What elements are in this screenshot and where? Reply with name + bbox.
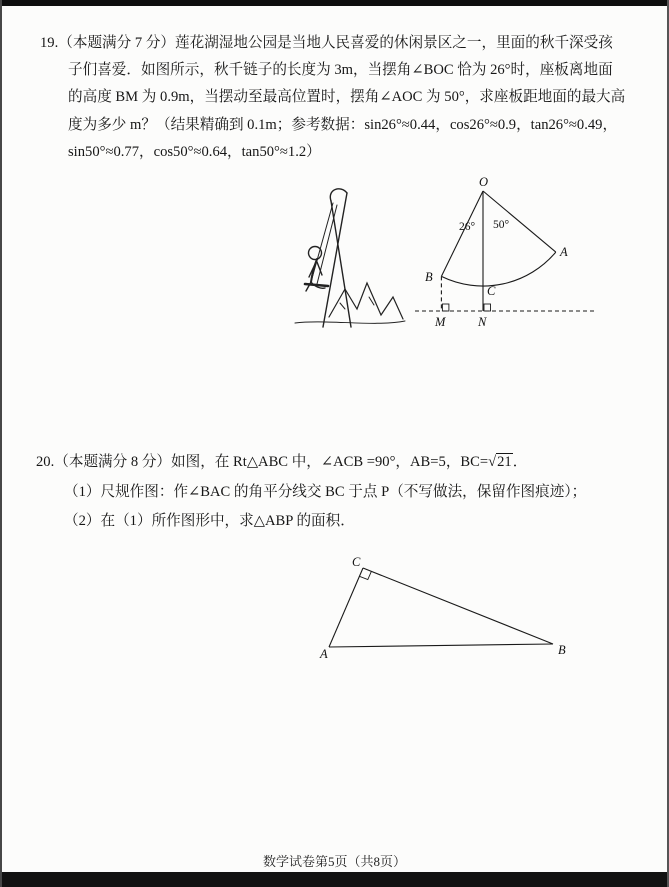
sqrt-symbol: √ [488,454,497,470]
swing-geometry-diagram [393,176,603,331]
label-N: N [478,315,487,329]
label-A: A [560,245,568,259]
q20-number: 20. [36,454,55,470]
label-angle-50: 50° [493,219,510,231]
scan-edge-bottom [0,872,669,887]
scan-edge-left [0,0,2,887]
triangle-lines [329,568,553,647]
q19-line-3: 的高度 BM 为 0.9m，当摆动至最高位置时，摆角∠AOC 为 50°，求座板距地面的最大高 [68,89,626,106]
q20-line-1 [36,448,586,478]
q20-part-1: （1）尺规作图：作∠BAC 的角平分线交 BC 于点 P（不写做法，保留作图痕迹）； [64,483,587,500]
sqrt-radicand: 21 [497,454,512,470]
label-angle-26: 26° [459,221,476,233]
page-footer: 数学试卷第5页（共8页） [262,854,406,869]
triangle-diagram [318,556,568,666]
q19-line-2: 子们喜爱．如图所示，秋千链子的长度为 3m，当摆角∠BOC 恰为 26°时，座板离地面 [68,62,613,79]
label-B: B [558,643,566,657]
diagram-lines [415,191,595,311]
label-B: B [425,270,433,284]
swing-illustration [265,185,410,335]
label-O: O [479,175,489,189]
q20-intro-end: ． [512,454,528,470]
q20-intro-pre: （本题满分 8 分）如图，在 Rt△ABC 中，∠ACB =90°，AB=5，BC= [54,454,489,470]
label-C: C [352,555,361,569]
label-A: A [320,647,328,661]
q19-line-1 [40,30,625,57]
q20-part-2: （2）在（1）所作图形中，求△ABP 的面积． [64,513,355,529]
label-M: M [435,315,446,329]
question-19 [40,30,625,166]
label-C: C [487,284,496,298]
q19-line-4: 度为多少 m？（结果精确到 0.1m；参考数据：sin26°≈0.44，cos26°≈0.9，tan26°≈0.49， [68,116,618,133]
diagram-labels [425,175,568,329]
question-20 [36,448,586,537]
scan-edge-top [0,0,669,6]
q19-line-1-text: （本题满分 7 分）莲花湖湿地公园是当地人民喜爱的休闲景区之一，里面的秋千深受孩 [58,35,613,51]
q19-number: 19. [40,35,59,51]
q19-line-5: sin50°≈0.77，cos50°≈0.64，tan50°≈1.2） [68,143,321,160]
swing-frame [323,189,351,327]
